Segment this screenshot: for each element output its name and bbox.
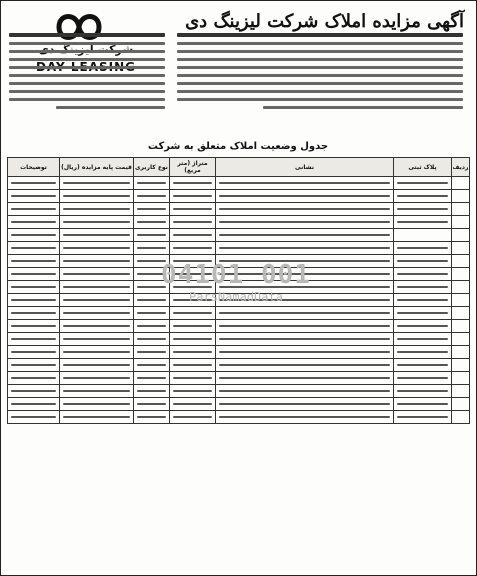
column-header-plate: پلاک ثبتی bbox=[394, 158, 452, 177]
table-row bbox=[8, 320, 470, 333]
watermark-text: ParsNamadData bbox=[189, 290, 283, 304]
table-row bbox=[8, 216, 470, 229]
watermark bbox=[151, 261, 321, 321]
intro-text-right bbox=[177, 33, 463, 119]
table-header-row bbox=[8, 158, 470, 177]
watermark-digits: 04101 001 bbox=[161, 260, 311, 290]
column-header-index: ردیف bbox=[452, 158, 470, 177]
column-header-notes: توضیحات bbox=[8, 158, 60, 177]
table-row bbox=[8, 385, 470, 398]
column-header-usage: نوع کاربری bbox=[134, 158, 170, 177]
table-row bbox=[8, 242, 470, 255]
table-row bbox=[8, 372, 470, 385]
column-header-area: متراژ (متر مربع) bbox=[170, 158, 216, 177]
column-header-base-price: قیمت پایه مزایده (ریال) bbox=[60, 158, 134, 177]
notice-title: آگهی مزایده املاک شرکت لیزینگ دی bbox=[185, 11, 464, 32]
table-row bbox=[8, 229, 470, 242]
table-row bbox=[8, 190, 470, 203]
table-row bbox=[8, 177, 470, 190]
table-row bbox=[8, 333, 470, 346]
table-row bbox=[8, 359, 470, 372]
table-row bbox=[8, 203, 470, 216]
table-row bbox=[8, 411, 470, 424]
column-header-address: نشانی bbox=[216, 158, 394, 177]
table-title: جدول وضعیت املاک متعلق به شرکت bbox=[147, 141, 329, 152]
table-row bbox=[8, 346, 470, 359]
table-row bbox=[8, 398, 470, 411]
intro-text-left bbox=[9, 33, 165, 119]
